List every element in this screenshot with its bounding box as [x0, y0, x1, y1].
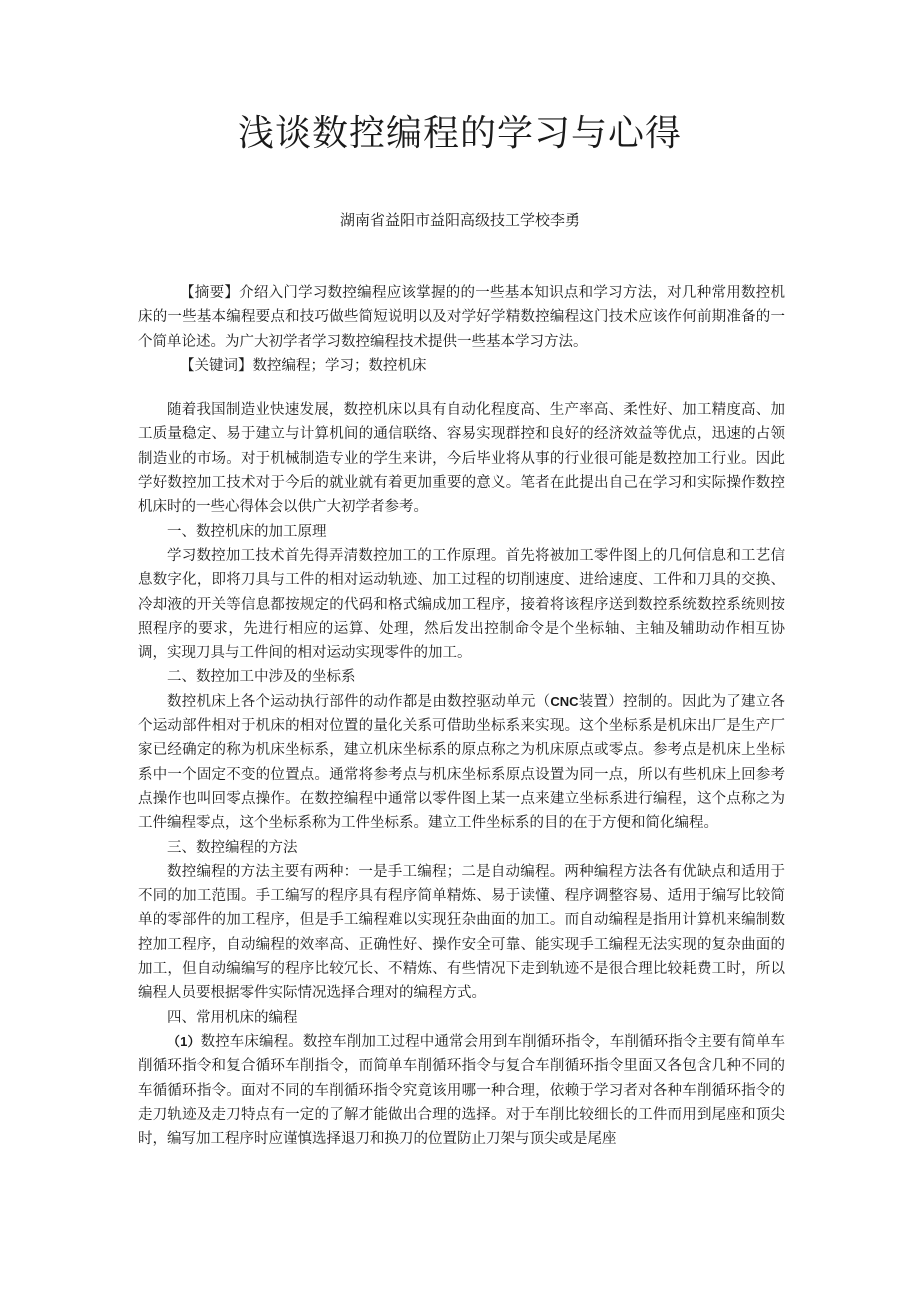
- section-3-paragraph: 数控编程的方法主要有两种：一是手工编程；二是自动编程。两种编程方法各有优缺点和适用于不同的加工范围。手工编写的程序具有程序简单精炼、易于读懂、程序调整容易、适用于编写比较简单的零部件的加工程序，但是手工编程难以实现狂杂曲面的加工。而自动编程是指用计算机来编制数控加工程序，自动编程的效率高、正确性好、操作安全可靠、能实现手工编程无法实现的复杂曲面的加工，但自动编编写的程序比较冗长、不精炼、有些情况下走到轨迹不是很合理比较耗费工时，所以编程人员要根据零件实际情况选择合理对的编程方式。: [138, 863, 785, 1002]
- cnc-term: CNC: [550, 693, 579, 709]
- intro-paragraph: 随着我国制造业快速发展，数控机床以具有自动化程度高、生产率高、柔性好、加工精度高、加工质量稳定、易于建立与计算机间的通信联络、容易实现群控和良好的经济效益等优点，迅速的占领制造业的市场。对于机械制造专业的学生来讲，今后毕业将从事的行业很可能是数控加工行业。因此学好数控加工技术对于今后的就业就有着更加重要的意义。笔者在此提出自己在学习和实际操作数控机床时的一些心得体会以供广大初学者参考。: [138, 402, 785, 516]
- section-4-heading: 四、常用机床的编程: [167, 1009, 298, 1026]
- section-2-text-after: 装置）控制的。因此为了建立各个运动部件相对于机床的相对位置的量化关系可借助坐标系来实现。这个坐标系是机床出厂是生产厂家已经确定的称为机床坐标系，建立机床坐标系的原点称之为机床原点或零点。参考点是机床上坐标系中一个固定不变的位置点。通常将参考点与机床坐标系原点设置为同一点，所以有些机床上回参考点操作也叫回零点操作。在数控编程中通常以零件图上某一点来建立坐标系进行编程，这个点称之为工件编程零点，这个坐标系称为工件坐标系。建立工件坐标系的目的在于方便和简化编程。: [138, 693, 786, 832]
- keywords-label: 【关键词】: [180, 357, 253, 374]
- section-2-heading: 二、数控加工中涉及的坐标系: [167, 669, 356, 686]
- abstract-paragraph: [138, 281, 785, 354]
- section-4-paragraph: [138, 1030, 785, 1151]
- keywords-paragraph: [138, 354, 785, 378]
- abstract-label: 【摘要】: [180, 285, 240, 301]
- keywords-text: 数控编程；学习；数控机床: [252, 357, 427, 374]
- section-2-text-before: 数控机床上各个运动执行部件的动作都是由数控驱动单元（: [167, 693, 551, 710]
- abstract-text: 介绍入门学习数控编程应该掌握的的一些基本知识点和学习方法，对几种常用数控机床的一些基本编程要点和技巧做些简短说明以及对学好学精数控编程这门技术应该作何前期准备的一个简单论述。为广大初学者学习数控编程技术提供一些基本学习方法。: [138, 285, 785, 350]
- document-body: [138, 281, 785, 1151]
- section-1-paragraph: 学习数控加工技术首先得弄清数控加工的工作原理。首先将被加工零件图上的几何信息和工艺信息数字化，即将刀具与工件的相对运动轨迹、加工过程的切削速度、进给速度、工件和刀具的交换、冷却液的开关等信息都按规定的代码和格式编成加工程序，接着将该程序送到数控系统数控系统则按照程序的要求，先进行相应的运算、处理，然后发出控制命令是个坐标轴、主轴及辅助动作相互协调，实现刀具与工件间的相对运动实现零件的加工。: [138, 547, 785, 662]
- author-line: 湖南省益阳市益阳高级技工学校李勇: [339, 211, 580, 229]
- section-3-heading: 三、数控编程的方法: [167, 839, 298, 856]
- section-4-text: 数控车床编程。数控车削加工过程中通常会用到车削循环指令，车削循环指令主要有简单车削循环指令和复合循环车削指令，而简单车削循环指令与复合车削循环指令里面又各包含几种不同的车循循环指令。面对不同的车削循环指令究竟该用哪一种合理，依赖于学习者对各种车削循环指令的走刀轨迹及走刀特点有一定的了解才能做出合理的选择。对于车削比较细长的工件而用到尾座和顶尖时，编写加工程序时应谨慎选择退刀和换刀的位置防止刀架与顶尖或是尾座: [138, 1033, 785, 1148]
- section-2-paragraph: [138, 690, 785, 836]
- document-title: 浅谈数控编程的学习与心得: [237, 113, 682, 154]
- section-1-heading: 一、数控机床的加工原理: [167, 523, 327, 540]
- item-number: （1）: [167, 1033, 201, 1049]
